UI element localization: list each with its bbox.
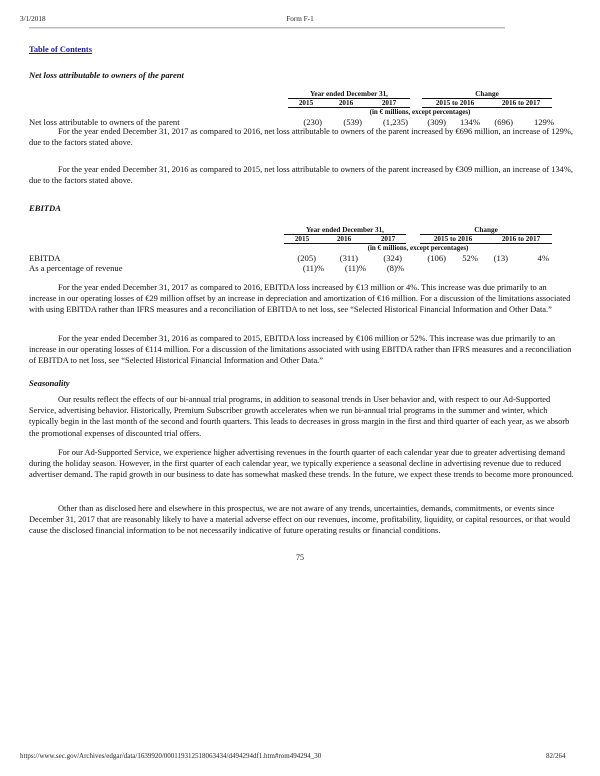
cell-change-16-17-pct: 4% bbox=[537, 253, 549, 263]
paragraph: Other than as disclosed here and elsewhere in this prospectus, we are not aware of any trends, uncertainties, demands, commitments, or events since December 31, 2017 that are reasonably likely to have a material adverse effect on our revenues, income, profitability, liquidity, or capital resources, or that would cause the disclosed financial information to be not necessarily indicative of future operating results or financial conditions. bbox=[29, 504, 571, 536]
row-label: As a percentage of revenue bbox=[29, 263, 123, 273]
col-header: 2015 to 2016 bbox=[433, 235, 473, 243]
cell-change-16-17-amount: (13) bbox=[493, 253, 508, 263]
cell-change-16-17-amount: (696) bbox=[494, 117, 513, 127]
col-header: 2016 to 2017 bbox=[501, 235, 541, 243]
col-header: 2016 to 2017 bbox=[501, 99, 541, 107]
row-label: EBITDA bbox=[29, 253, 61, 263]
paragraph: For the year ended December 31, 2016 as compared to 2015, EBITDA loss increased by €106 million or 52%. This increase was due primarily to an increase in our operating losses of €114 million. For a discussion of the limitations associated with using EBITDA rather than IFRS measures and a reconciliation of EBITDA to net loss, see “Selected Historical Financial Information and Other Data.” bbox=[29, 334, 572, 366]
col-header: 2017 bbox=[380, 235, 396, 243]
group-header-year: Year ended December 31, bbox=[310, 90, 388, 98]
row-label: Net loss attributable to owners of the parent bbox=[29, 117, 180, 127]
group-header-change: Change bbox=[474, 226, 498, 234]
cell-2016: (311) bbox=[339, 253, 358, 263]
cell-change-15-16-pct: 52% bbox=[462, 253, 478, 263]
cell-change-15-16-amount: (309) bbox=[427, 117, 446, 127]
cell-change-16-17-pct: 129% bbox=[533, 117, 554, 127]
header-divider bbox=[29, 27, 505, 29]
print-page-count: 82/264 bbox=[546, 752, 566, 760]
cell-2017: (8)% bbox=[386, 263, 404, 273]
cell-2015: (205) bbox=[297, 253, 316, 263]
section-heading-ebitda: EBITDA bbox=[29, 203, 61, 213]
units-note: (in € millions, except percentages) bbox=[369, 108, 471, 116]
cell-2015: (11)% bbox=[302, 263, 324, 273]
paragraph: For the year ended December 31, 2017 as compared to 2016, EBITDA loss increased by €13 million or 4%. This increase was due primarily to an increase in our operating losses of €29 million offset by an increase in depreciation and amortization of €16 million. For a discussion of the limitations associated with using EBITDA rather than IFRS measures and a reconciliation of EBITDA to net loss, see “Selected Historical Financial Information and Other Data.” bbox=[29, 283, 571, 315]
section-heading-net-loss: Net loss attributable to owners of the parent bbox=[29, 70, 184, 80]
cell-change-15-16-amount: (106) bbox=[427, 253, 446, 263]
cell-2015: (230) bbox=[303, 117, 322, 127]
col-header: 2016 bbox=[338, 99, 354, 107]
units-note: (in € millions, except percentages) bbox=[367, 244, 469, 252]
cell-2017: (1,235) bbox=[382, 117, 408, 127]
col-header: 2016 bbox=[336, 235, 352, 243]
print-url: https://www.sec.gov/Archives/edgar/data/1639920/000119312518063434/d494294df1.htm#rom494294_30 bbox=[20, 752, 322, 760]
group-header-year: Year ended December 31, bbox=[306, 226, 384, 234]
col-header: 2015 bbox=[294, 235, 310, 243]
paragraph: For our Ad-Supported Service, we experience higher advertising revenues in the fourth quarter of each calendar year due to greater advertising demand during the holiday season. However, in the first quarter of each calendar year, we typically experience a seasonal decline in advertising revenue due to reduced advertiser demand. The rapid growth in our business to date has somewhat masked these trends. In the future, we expect these trends to become more pronounced. bbox=[29, 448, 574, 480]
page-number: 75 bbox=[296, 553, 304, 562]
section-heading-seasonality: Seasonality bbox=[29, 378, 70, 388]
col-header: 2015 bbox=[298, 99, 314, 107]
paragraph: Our results reflect the effects of our bi-annual trial programs, in addition to seasonal trends in User behavior and, with respect to our Ad-Supported Service, advertising behavior. Historically, Premium Subscriber growth accelerates when we run bi-annual trial programs in the summer and winter, which typically begin in the last month of the second and fourth quarters. This leads to decreases in gross margin in the first and third quarter of each year, as we absorb the promotional expenses of discounted trial offers. bbox=[29, 395, 570, 438]
col-header: 2017 bbox=[381, 99, 397, 107]
print-title: Form F-1 bbox=[286, 15, 314, 23]
paragraph: For the year ended December 31, 2016 as compared to 2015, net loss attributable to owners of the parent increased by €309 million, an increase of 134%, due to the factors stated above. bbox=[29, 165, 573, 186]
cell-2017: (324) bbox=[383, 253, 402, 263]
cell-2016: (11)% bbox=[344, 263, 366, 273]
table-of-contents-link[interactable]: Table of Contents bbox=[29, 45, 92, 54]
print-date: 3/1/2018 bbox=[20, 15, 46, 23]
paragraph: For the year ended December 31, 2017 as compared to 2016, net loss attributable to owners of the parent increased by €696 million, an increase of 129%, due to the factors stated above. bbox=[29, 127, 573, 148]
group-header-change: Change bbox=[475, 90, 499, 98]
cell-change-15-16-pct: 134% bbox=[459, 117, 480, 127]
cell-2016: (539) bbox=[343, 117, 362, 127]
col-header: 2015 to 2016 bbox=[435, 99, 475, 107]
